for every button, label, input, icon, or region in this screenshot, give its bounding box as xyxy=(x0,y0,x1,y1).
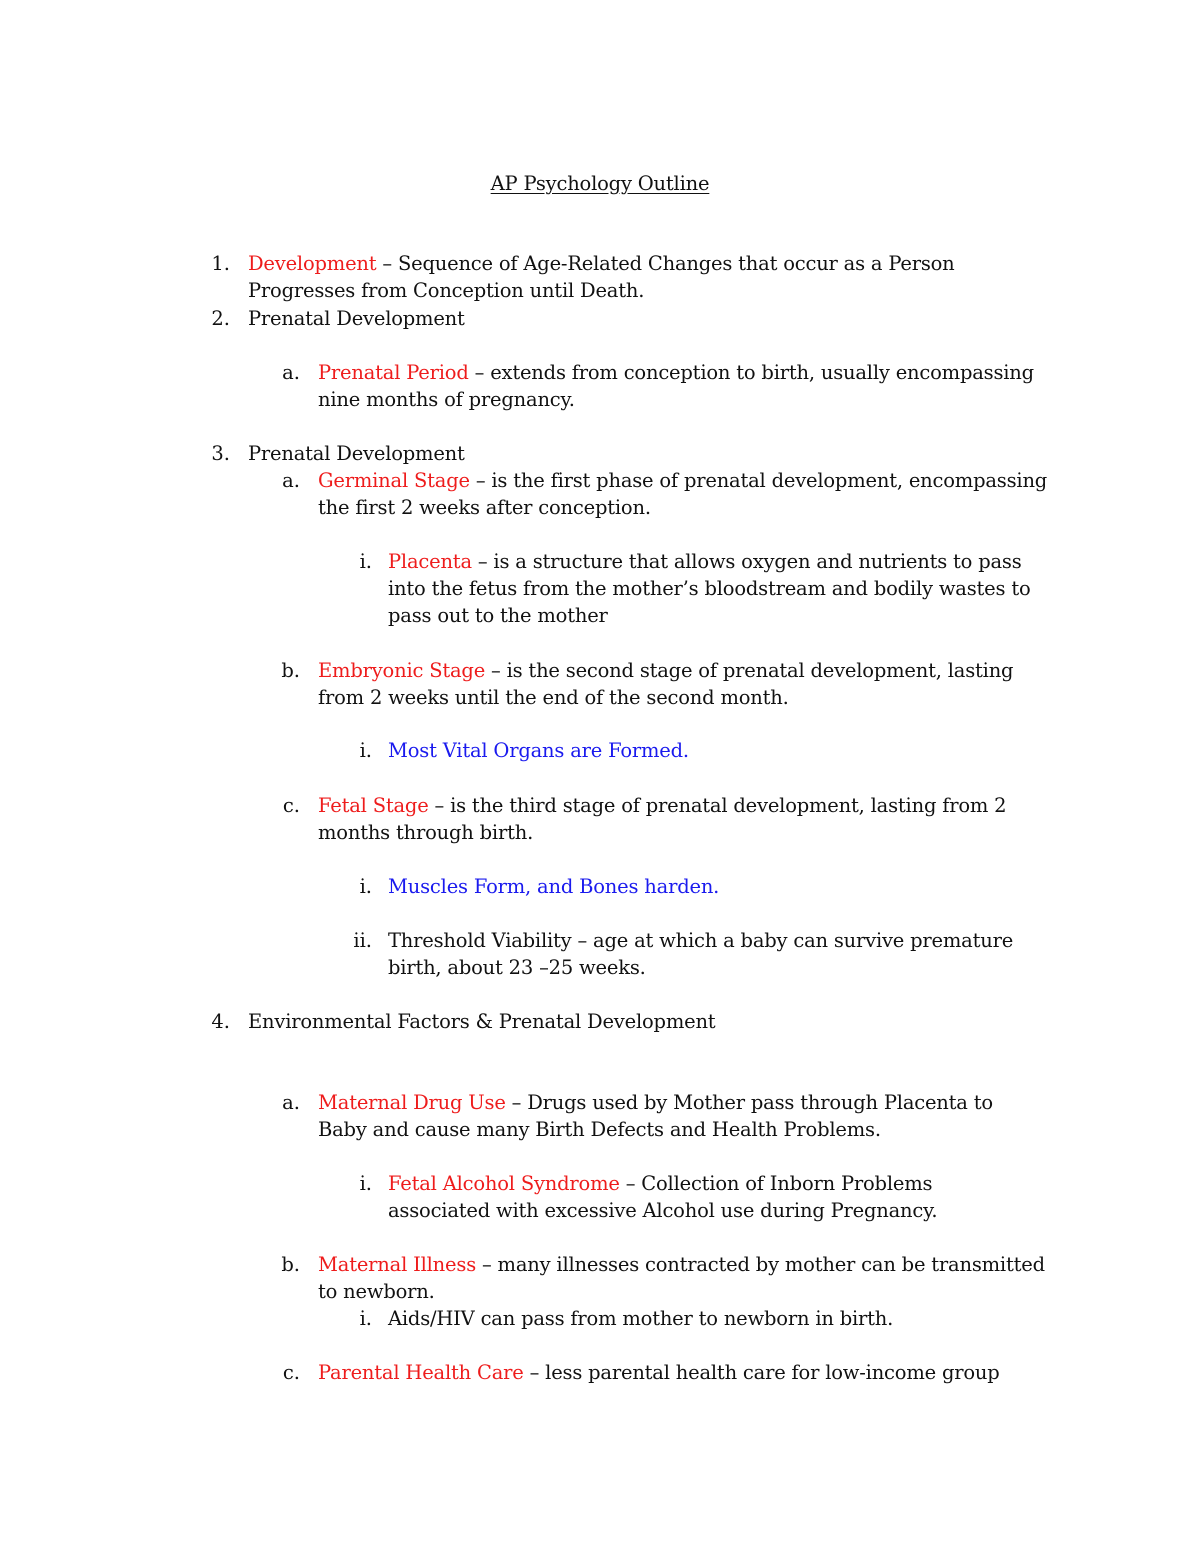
definition-germinal-stage: – is the first phase of prenatal development, encompassing xyxy=(469,469,1048,492)
definition-fetal-alcohol-syndrome: – Collection of Inborn Problems xyxy=(619,1172,933,1195)
outline-item-maternal-illness xyxy=(318,1251,1045,1278)
outline-item-germinal-stage xyxy=(318,467,1047,494)
outline-item-parental-health-care xyxy=(318,1359,1000,1386)
definition-prenatal-period-cont: nine months of pregnancy. xyxy=(318,388,575,411)
term-prenatal-period: Prenatal Period xyxy=(318,361,469,384)
term-fetal-stage: Fetal Stage xyxy=(318,794,429,817)
outline-item-fetal-alcohol-syndrome xyxy=(388,1170,932,1197)
list-marker-4c: c. xyxy=(282,1361,300,1384)
note-muscles-bones: Muscles Form, and Bones harden. xyxy=(388,875,720,898)
definition-maternal-drug-use-cont: Baby and cause many Birth Defects and Health Problems. xyxy=(318,1118,881,1141)
list-marker-4: 4. xyxy=(211,1010,230,1033)
term-parental-health-care: Parental Health Care xyxy=(318,1361,524,1384)
definition-development-cont: Progresses from Conception until Death. xyxy=(248,279,645,302)
list-marker-4bi: i. xyxy=(359,1307,372,1330)
definition-maternal-drug-use: – Drugs used by Mother pass through Placenta to xyxy=(505,1091,993,1114)
term-embryonic-stage: Embryonic Stage xyxy=(318,659,486,682)
list-marker-3ci: i. xyxy=(359,875,372,898)
definition-embryonic-stage-cont: from 2 weeks until the end of the second month. xyxy=(318,686,789,709)
term-placenta: Placenta xyxy=(388,550,472,573)
list-marker-2: 2. xyxy=(211,307,230,330)
list-marker-3cii: ii. xyxy=(353,929,372,952)
list-marker-3ai: i. xyxy=(359,550,372,573)
list-marker-4a: a. xyxy=(282,1091,300,1114)
list-marker-4ai: i. xyxy=(359,1172,372,1195)
list-marker-1: 1. xyxy=(211,252,230,275)
definition-development: – Sequence of Age-Related Changes that occur as a Person xyxy=(376,252,955,275)
term-fetal-alcohol-syndrome: Fetal Alcohol Syndrome xyxy=(388,1172,620,1195)
definition-placenta-cont-2: pass out to the mother xyxy=(388,604,608,627)
definition-germinal-stage-cont: the first 2 weeks after conception. xyxy=(318,496,651,519)
list-marker-3c: c. xyxy=(282,794,300,817)
definition-maternal-illness: – many illnesses contracted by mother can be transmitted xyxy=(476,1253,1045,1276)
definition-parental-health-care: – less parental health care for low-income group xyxy=(523,1361,1000,1384)
definition-fetal-stage-cont: months through birth. xyxy=(318,821,534,844)
list-marker-3b: b. xyxy=(281,659,300,682)
outline-item-embryonic-stage xyxy=(318,657,1013,684)
term-germinal-stage: Germinal Stage xyxy=(318,469,470,492)
note-vital-organs: Most Vital Organs are Formed. xyxy=(388,739,689,762)
outline-heading-environmental-factors: Environmental Factors & Prenatal Development xyxy=(248,1010,716,1033)
outline-item-fetal-stage xyxy=(318,792,1006,819)
definition-placenta-cont-1: into the fetus from the mother’s bloodstream and bodily wastes to xyxy=(388,577,1031,600)
definition-fetal-alcohol-syndrome-cont: associated with excessive Alcohol use during Pregnancy. xyxy=(388,1199,938,1222)
outline-item-threshold-viability: Threshold Viability – age at which a baby can survive premature xyxy=(388,929,1014,952)
outline-item-development xyxy=(248,250,955,277)
definition-placenta: – is a structure that allows oxygen and nutrients to pass xyxy=(471,550,1022,573)
outline-item-prenatal-period xyxy=(318,359,1034,386)
definition-maternal-illness-cont: to newborn. xyxy=(318,1280,435,1303)
page-title: AP Psychology Outline xyxy=(490,172,710,195)
note-aids-hiv: Aids/HIV can pass from mother to newborn in birth. xyxy=(388,1307,894,1330)
term-maternal-drug-use: Maternal Drug Use xyxy=(318,1091,506,1114)
list-marker-2a: a. xyxy=(282,361,300,384)
term-maternal-illness: Maternal Illness xyxy=(318,1253,476,1276)
definition-fetal-stage: – is the third stage of prenatal development, lasting from 2 xyxy=(428,794,1007,817)
list-marker-3: 3. xyxy=(211,442,230,465)
outline-heading-prenatal-development-2: Prenatal Development xyxy=(248,442,465,465)
list-marker-4b: b. xyxy=(281,1253,300,1276)
definition-threshold-viability-cont: birth, about 23 –25 weeks. xyxy=(388,956,646,979)
list-marker-3a: a. xyxy=(282,469,300,492)
list-marker-3bi: i. xyxy=(359,739,372,762)
definition-embryonic-stage: – is the second stage of prenatal development, lasting xyxy=(485,659,1014,682)
outline-heading-prenatal-development: Prenatal Development xyxy=(248,307,465,330)
term-development: Development xyxy=(248,252,377,275)
outline-item-maternal-drug-use xyxy=(318,1089,993,1116)
outline-item-placenta xyxy=(388,548,1022,575)
definition-prenatal-period: – extends from conception to birth, usually encompassing xyxy=(468,361,1034,384)
